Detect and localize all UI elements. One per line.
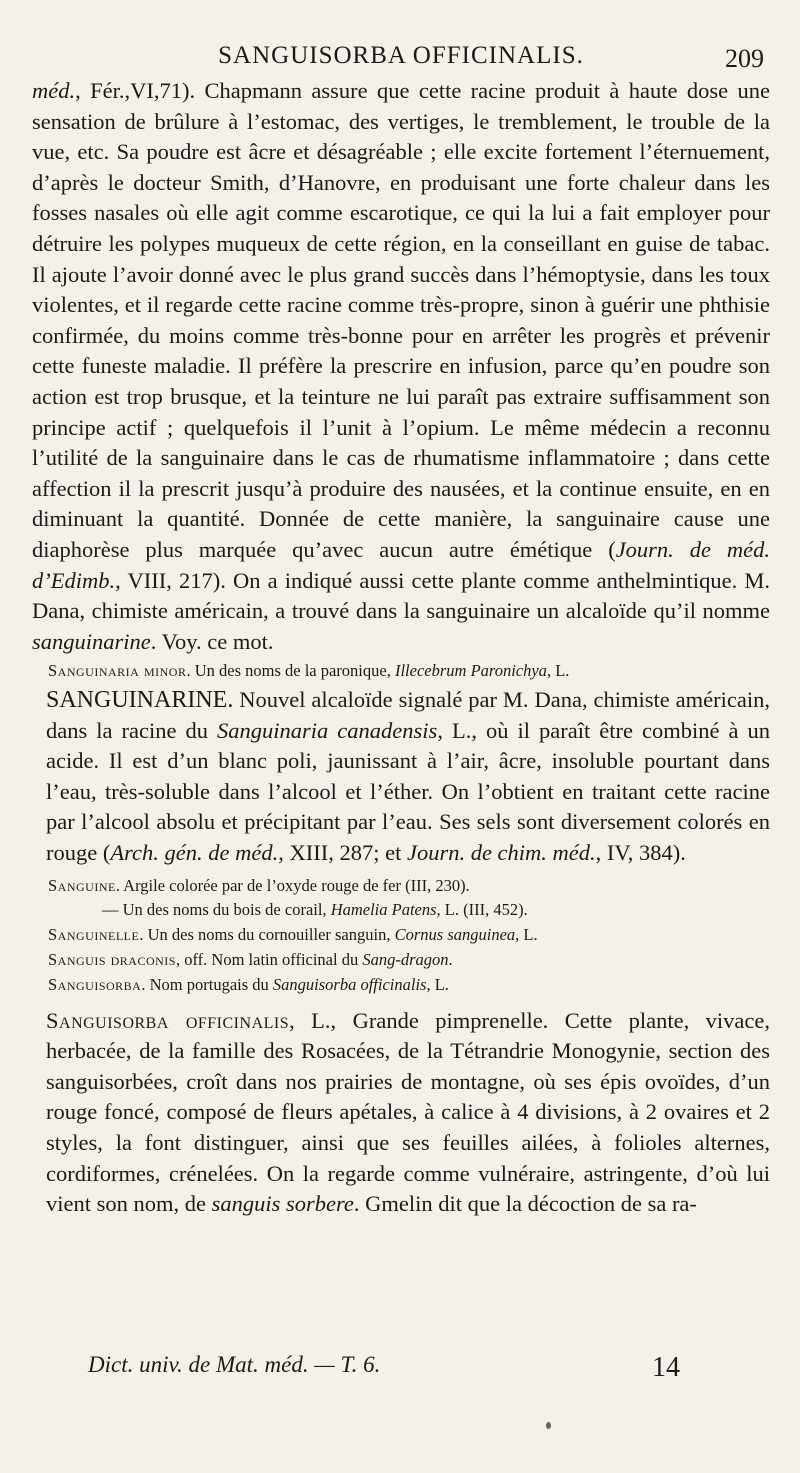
entry-head: Sanguisorba officinalis — [46, 1007, 290, 1033]
ink-speck — [546, 1422, 551, 1429]
latin-name: Illecebrum Paronichya — [394, 661, 547, 681]
latin-name: Sanguisorba officinalis — [272, 974, 427, 994]
running-head: SANGUISORBA OFFICINALIS. — [218, 42, 584, 69]
text-run: , L. — [515, 925, 538, 945]
citation: Journ. de chim. méd. — [406, 840, 596, 866]
paragraph-sanguinaria-continued — [32, 76, 770, 657]
latin-name: Hamelia Patens — [330, 900, 437, 920]
latin-name: Sanguinaria canadensis — [217, 717, 438, 743]
entry-sanguinarine — [32, 685, 770, 869]
citation: Journ. de méd. d’Edimb. — [32, 536, 770, 593]
text-run: , L. — [426, 974, 449, 994]
latin-name: Sang-dragon — [362, 950, 449, 970]
entry-head: SANGUINARINE. — [46, 687, 234, 714]
entry-head: Sanguis draconis — [48, 950, 176, 970]
citation: méd. — [32, 78, 76, 103]
text-run: . Argile colorée par de l’oxyde rouge de fer (III, 230). — [115, 875, 470, 895]
entry-sanguine-2 — [32, 899, 770, 921]
page-header — [32, 36, 770, 76]
text-run: , L. (III, 452). — [436, 900, 528, 920]
entry-head: Sanguisorba — [48, 974, 142, 994]
text-run: . Nom portugais du — [141, 974, 273, 994]
entry-sanguisorba — [32, 974, 770, 996]
page-number: 209 — [725, 44, 764, 73]
text-run: , L. — [546, 661, 570, 681]
term: sanguinarine — [32, 628, 151, 654]
latin-name: Cornus sanguinea — [394, 925, 516, 945]
citation: Arch. gén. de méd. — [110, 840, 279, 866]
text-run: , IV, 384). — [595, 840, 686, 866]
entry-head: Sanguine — [48, 875, 116, 895]
page-footer — [32, 1352, 770, 1386]
dash: — — [102, 900, 119, 920]
text-run: . Voy. ce mot. — [150, 628, 274, 654]
text-run: , VIII, 217). On a indiqué aussi cette plante comme anthelmintique. M. Dana, chimiste américain, a trouvé dans la sanguinaire un alcaloïde qu’il nomme — [32, 567, 770, 624]
entry-sanguine — [32, 875, 770, 897]
entry-sanguinaria-minor — [32, 660, 770, 682]
text-run: , Fér.,VI,71). Chapmann assure que cette racine produit à haute dose une sensation de brûlure à l’estomac, des vertiges, le tremblement, le trouble de la vue, etc. Sa poudre est âcre et désagréable ; elle excite fortement l’éternuement, d’après le docteur Smith, d’Hanovre, en produisant une forte chaleur dans les fosses nasales où elle agit comme escarotique, ce qui la lui a fait employer pour détruire les polypes muqueux de cette région, en la conseillant en guise de tabac. Il ajoute l’avoir donné avec le plus grand succès dans l’hémoptysie, dans les toux violentes, et il regarde cette racine comme très-propre, sinon à guérir une phthisie confirmée, du moins comme très-bonne pour en arrêter les progrès et prévenir cette funeste maladie. Il préfère la prescrire en infusion, parce qu’en poudre son action est trop brusque, et la teinture ne lui paraît pas extraire suffisamment son principe actif ; quelquefois il l’unit à l’opium. Le même médecin a reconnu l’utilité de la sanguinaire dans le cas de rhumatisme inflammatoire ; dans cette affection il la prescrit jusqu’à produire des nausées, et la continue ensuite, en en diminuant la quantité. Donnée de cette manière, la sanguinaire cause une diaphorèse plus marquée qu’avec aucun autre émétique ( — [32, 78, 770, 562]
text-run: . Un des noms du cornouiller sanguin, — [139, 925, 395, 945]
text-run: . Gmelin dit que la décoction de sa ra- — [353, 1191, 697, 1217]
entry-sanguis-draconis — [32, 949, 770, 971]
latin-phrase: sanguis sorbere — [211, 1191, 354, 1217]
text-run: , L., où il paraît être combiné à un acide. Il est d’un blanc poli, jaunissant à l’air, âcre, insoluble pourtant dans l’eau, très-soluble dans l’alcool et l’éther. On l’obtient en traitant cette racine par l’alcool absolu et précipitant par l’eau. Ses sels sont diversement colorés en rouge ( — [46, 717, 771, 866]
text-run: . — [448, 950, 453, 970]
entry-sanguinelle — [32, 924, 770, 946]
text-run: Un des noms du bois de corail, — [118, 900, 331, 920]
entry-head: Sanguinelle — [48, 925, 140, 945]
text-run: , off. Nom latin officinal du — [175, 950, 363, 970]
entry-sanguisorba-officinalis — [32, 1006, 770, 1220]
text-run: Nouvel alcaloïde signalé par M. Dana, chimiste américain, dans la racine du — [46, 687, 770, 743]
text-run: . Un des noms de la paronique, — [186, 661, 395, 681]
sheet-number: 14 — [652, 1352, 680, 1383]
signature-line: Dict. univ. de Mat. méd. — T. 6. — [88, 1352, 381, 1377]
entry-head: Sanguinaria minor — [48, 661, 187, 681]
text-run: , L., Grande pimprenelle. Cette plante, vivace, herbacée, de la famille des Rosacées, de la Tétrandrie Monogynie, section des sanguisorbées, croît dans nos prairies de montagne, où ses épis ovoïdes, d’un rouge foncé, composé de fleurs apétales, à calice à 4 divisions, à 2 ovaires et 2 styles, la font distinguer, ainsi que ses feuilles ailées, à folioles alternes, cordiformes, crénelées. On la regarde comme vulnéraire, astringente, d’où lui vient son nom, de — [46, 1007, 770, 1217]
text-run: , XIII, 287; et — [278, 840, 407, 866]
body-text — [32, 76, 770, 1220]
